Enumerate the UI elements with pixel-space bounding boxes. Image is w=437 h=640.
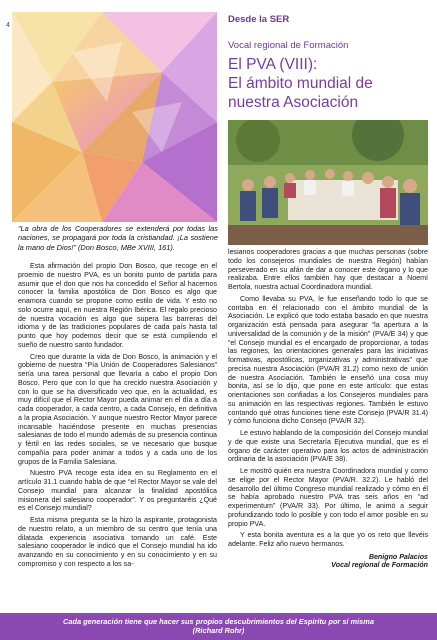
signature (228, 553, 428, 570)
title-line-3: nuestra Asociación (228, 94, 359, 111)
right-paragraph-5: Y esta bonita aventura es a la que yo os reto que llevéis adelante. Feliz año nuevo hermanos. (228, 531, 428, 548)
page-title (228, 55, 428, 112)
right-paragraph-1: lesianos cooperadores gracias a que muchas personas (sobre todo los consejeros mundiales de nuestra Región) habían perseverado en su afán de dar a conocer este órgano y lo que realizaba. Entre ellos también hay que destacar a Noemí Bertola, nuestra actual Coordinadora mundial. (228, 248, 428, 291)
pull-quote: “La obra de los Cooperadores se extenderá por todas las naciones, se propagará por toda la cristiandad. ¡La sostiene la mano de Dios!” (Don Bosco, MBe XVIII, 161). (18, 224, 218, 252)
left-paragraph-2: Creo que durante la vida de Don Bosco, la animación y el gobierno de nuestra “Pía Unión de Cooperadores Salesianos” sería una tarea personal que llevaría a cabo el propio Don Bosco. Pero que con lo que ha crecido nuestra Asociación y con lo que se ha diversificado veo que, en la actualidad, es muy difícil que el Rector Mayor pueda animar en el día a día a cada cooperador, a cada centro, a cada Consejo, en definitiva a la propia Asociación. Y aunque nuestro Rector Mayor parece incansable haciéndose presente en muchas presencias salesianas de todo el mundo además de su presencia continua y fértil en las redes sociales, se ve necesario que busque compañía para poder animar a todos y a cada uno de los grupos de la Familia Salesiana. (18, 352, 217, 466)
right-column (228, 248, 428, 570)
section-label: Vocal regional de Formación (228, 40, 349, 51)
page-number: 4 (6, 22, 10, 29)
left-paragraph-3: Nuestro PVA recoge esta idea en su Reglamento en el artículo 31.1 cuando habla de que “el Rector Mayor se vale del Consejo mundial para alcanzar la finalidad apostólica misionera del salesiano cooperador”. Y os preguntaréis ¿Qué es el Consejo mundial? (18, 469, 217, 513)
kicker-label: Desde la SER (228, 14, 290, 25)
left-paragraph-4: Esta misma pregunta se la hizo la aspirante, protagonista de nuestro relato, a un miembro de su centro que tenía una dilatada experiencia asociativa tomando un café. Este salesiano cooperador le indicó que el Consejo mundial ha ido avanzando en su conocimiento y en su conocimiento y en su compromiso y con respecto a los sa- (18, 516, 217, 568)
right-paragraph-4: Le mostró quién era nuestra Coordinadora mundial y como se elige por el Rector Mayor (PVA/R. 32.2). Le habló del desarrollo del último Congreso mundial realizado y cómo en él se había aprobado nuestro PVA tras seis años en “ad experimentum” (PVA/R 33). Por último, le animó a seguir profundizando todo lo posible y con todo el amor posible en su propio PVA. (228, 467, 428, 528)
decorative-artwork (12, 12, 217, 222)
signature-name: Benigno Palacios (368, 552, 428, 561)
right-paragraph-3: Le estuvo hablando de la composición del Consejo mundial y de que existe una Secretaría Ejecutiva mundial, que es el órgano de carácter operativo para los actos de administración ordinaria de la asociación (PVA/E 38). (228, 429, 428, 464)
group-photo (228, 120, 428, 245)
footer-quote-banner (0, 613, 437, 640)
left-paragraph-1: Esta afirmación del propio Don Bosco, que recoge en el proemio de nuestro PVA, es un bonito punto de partida para asumir que el don que nos ha concedido el Señor al hacernos conocer la familia apostólica de Don Bosco es algo que enamora cuando se propone como estilo de vida. Y esto no solo ocurre aquí, en nuestra Región Ibérica. El regalo precioso de nuestra vocación es algo que supera las barreras del idioma y de las tradiciones populares de cada país hasta tal punto que hoy podemos decir que se está cumpliendo el sueño de nuestro santo fundador. (18, 262, 217, 349)
footer-author: (Richard Rohr) (192, 626, 245, 635)
left-column (18, 262, 217, 572)
title-line-2: El ámbito mundial de (228, 75, 373, 92)
signature-role: Vocal regional de Formación (331, 561, 428, 570)
footer-quote: Cada generación tiene que hacer sus propios descubrimientos del Espíritu por sí misma (63, 617, 374, 626)
right-paragraph-2: Como llevaba su PVA, le fue enseñando todo lo que se contaba en él relacionado con el ámbito mundial de la Asociación. Le explicó que todo estaba basado en que nuestra organización está pensada para asegurar “la apertura a la universalidad de la comunión y de la misión” (PVA/E 34) y que “el Consejo mundial es el encargado de proporcionar, a todas las regiones, las orientaciones generales para las iniciativas formativas, apostólicas, organizativas y administrativas” que precisa nuestra Asociación (PVA/R 31.2) como nexo de unión de nuestra Asociación. También le enseñó una cosa muy bonita, así se lo dijo, que pone en este artículo: que estas orientaciones son confiadas a los Consejeros mundiales para su animación en las respectivas regiones. También le estuvo contando qué otras funciones tiene este Consejo (PVA/R 31.4) y cómo funciona dicho Consejo (PVA/R 32). (228, 294, 428, 426)
title-line-1: El PVA (VIII): (228, 56, 318, 73)
